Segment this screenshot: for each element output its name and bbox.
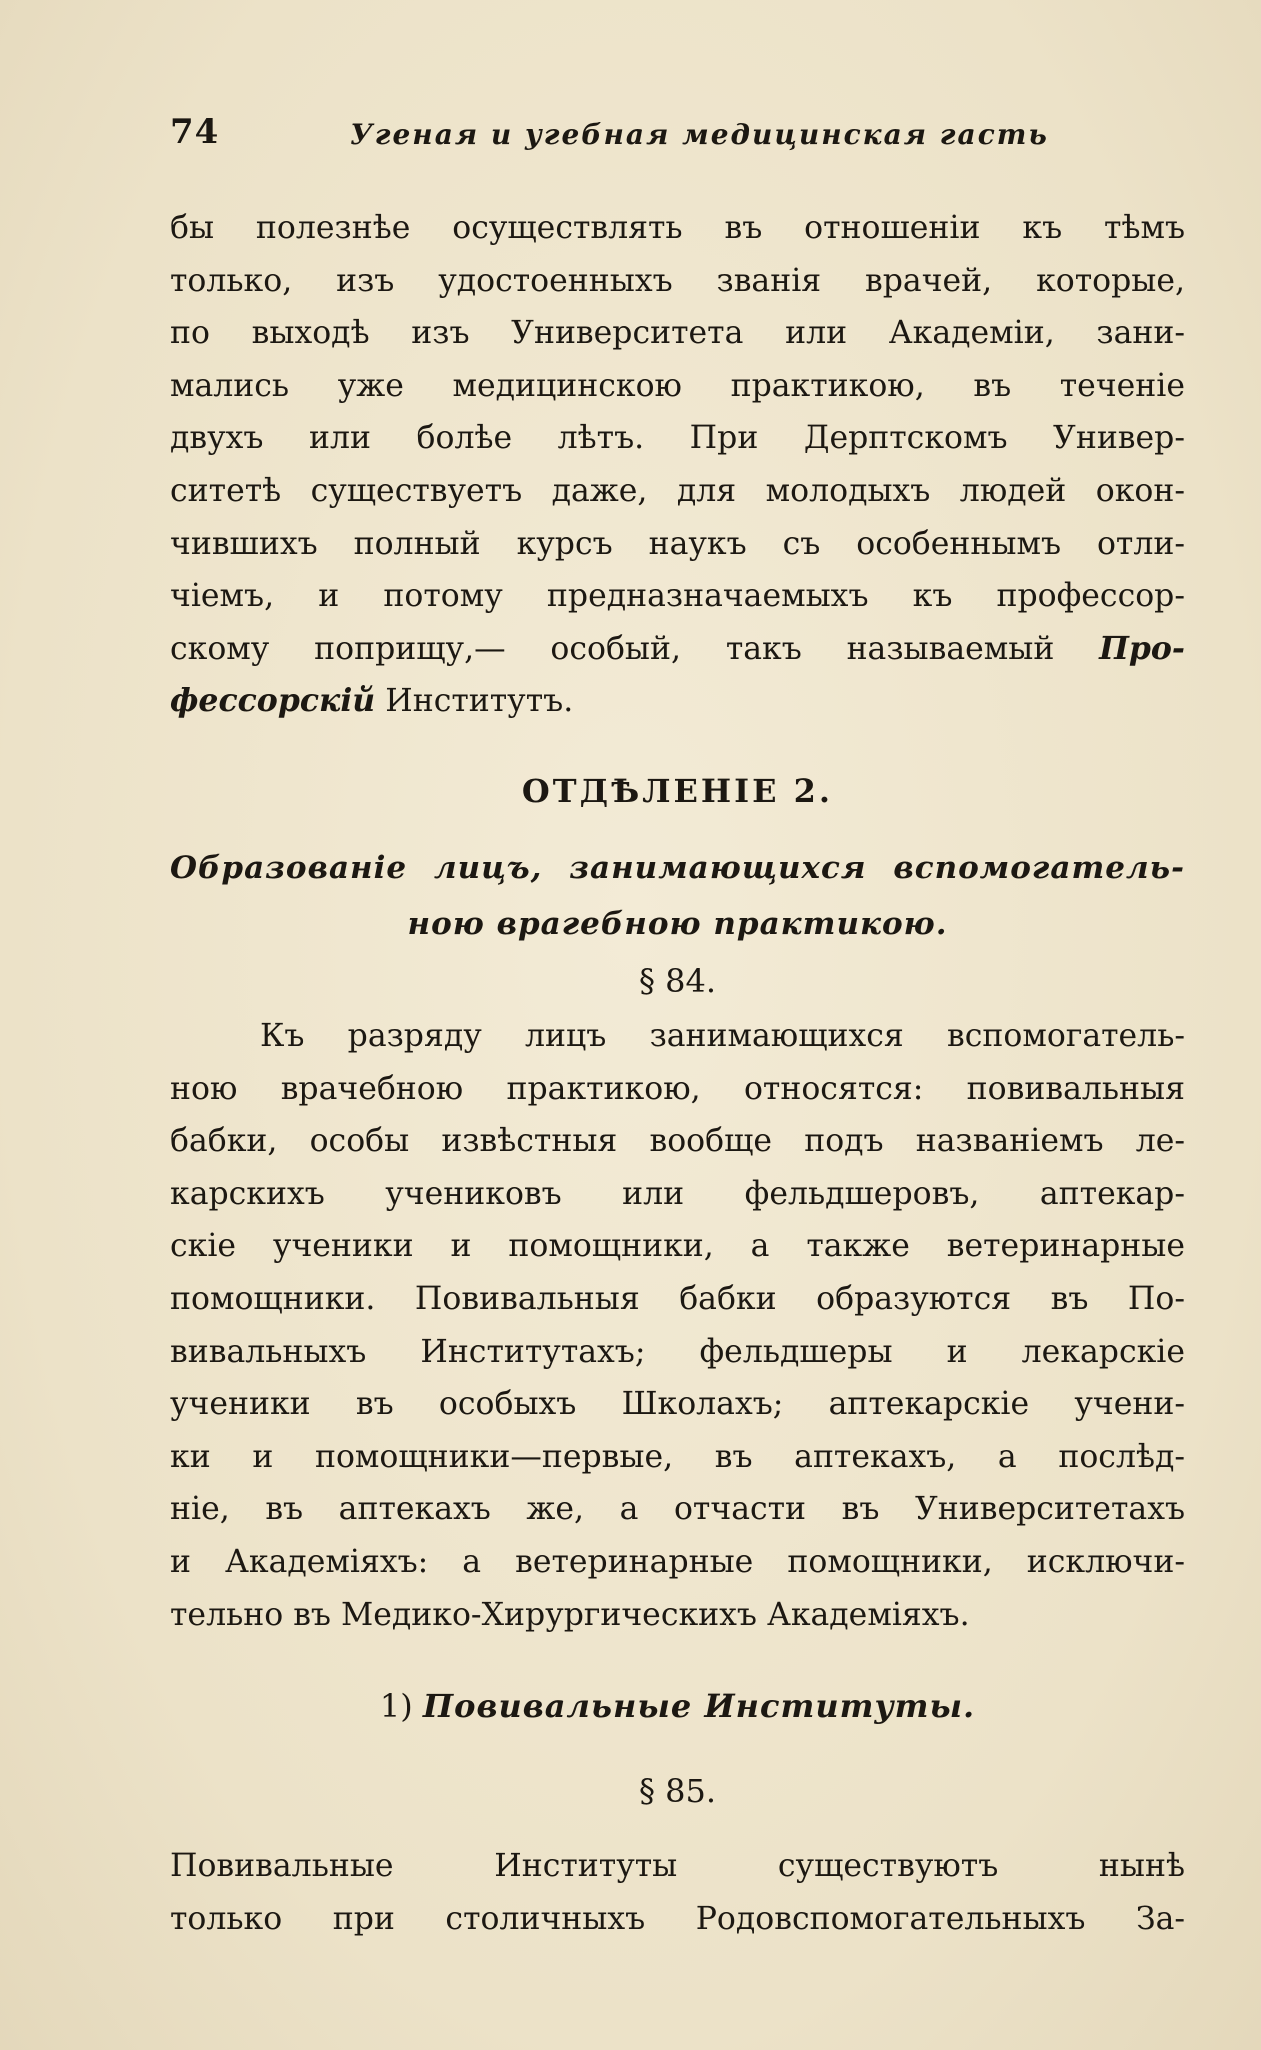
- text-line: вивальныхъ Институтахъ; фельдшеры и лекарскіе: [170, 1333, 1185, 1370]
- section-subtitle: [170, 842, 1185, 895]
- text-line: ніе, въ аптекахъ же, а отчасти въ Университетахъ: [170, 1491, 1185, 1528]
- subsection-heading: [170, 1680, 1185, 1732]
- text-line: [170, 623, 1185, 676]
- page-header: [170, 112, 1200, 162]
- text-line: Къ разряду лицъ занимающихся вспомогатель-: [260, 1018, 1185, 1054]
- text-line: ученики въ особыхъ Школахъ; аптекарскіе учени-: [170, 1386, 1185, 1423]
- text-line: и Академіяхъ: а ветеринарные помощники, исключи-: [170, 1543, 1185, 1580]
- text-line: ситетѣ существуетъ даже, для молодыхъ людей окон-: [170, 472, 1185, 509]
- section-title: ОТДѢЛЕНІЕ 2.: [521, 772, 834, 810]
- text-line: тельно въ Медико-Хирургическихъ Академіяхъ.: [170, 1596, 970, 1633]
- paragraph-continuation: [170, 202, 1185, 728]
- page-number: 74: [170, 112, 220, 152]
- paragraph-85: [170, 1840, 1185, 1945]
- text-line: мались уже медицинскою практикою, въ теченіе: [170, 367, 1185, 404]
- text-line: ки и помощники—первые, въ аптекахъ, а послѣд-: [170, 1438, 1185, 1475]
- subsection-number: 1): [379, 1687, 413, 1725]
- subtitle-line: ною врагебною практикою.: [407, 906, 948, 942]
- subtitle-line: Образованіе лицъ, занимающихся вспомогатель-: [170, 850, 1185, 886]
- text-fragment: скому поприщу,— особый, такъ называемый: [170, 630, 1100, 667]
- text-line: чившихъ полный курсъ наукъ съ особеннымъ отли-: [170, 525, 1185, 562]
- text-line: [170, 675, 1185, 728]
- text-line: Повивальные Институты существуютъ нынѣ: [170, 1848, 1185, 1884]
- paragraph-mark: § 85.: [638, 1772, 717, 1810]
- text-line: помощники. Повивальныя бабки образуются въ По-: [170, 1280, 1185, 1317]
- text-line: только, изъ удостоенныхъ званія врачей, которые,: [170, 262, 1185, 299]
- text-line: ною врачебною практикою, относятся: повивальныя: [170, 1070, 1185, 1107]
- italic-term: Про-: [1099, 629, 1185, 667]
- paragraph-84: [170, 1010, 1185, 1641]
- text-line: бы полезнѣе осуществлять въ отношеніи къ тѣмъ: [170, 210, 1185, 246]
- text-line: по выходѣ изъ Университета или Академіи, зани-: [170, 315, 1185, 352]
- running-title: Угеная и угебная медицинская гасть: [350, 118, 1049, 151]
- italic-term: фессорскій: [170, 682, 376, 720]
- text-line: бабки, особы извѣстныя вообще подъ названіемъ ле-: [170, 1123, 1185, 1160]
- text-line: скіе ученики и помощники, а также ветеринарные: [170, 1228, 1185, 1265]
- text-line: двухъ или болѣе лѣтъ. При Дерптскомъ Универ-: [170, 420, 1185, 457]
- subsection-title: Повивальные Институты.: [422, 1687, 976, 1725]
- paragraph-mark: § 84.: [638, 962, 717, 1000]
- text-line: карскихъ учениковъ или фельдшеровъ, аптекар-: [170, 1175, 1185, 1212]
- text-line: только при столичныхъ Родовспомогательныхъ За-: [170, 1900, 1185, 1937]
- text-fragment: Институтъ.: [375, 683, 574, 720]
- text-line: чіемъ, и потому предназначаемыхъ къ профессор-: [170, 578, 1185, 615]
